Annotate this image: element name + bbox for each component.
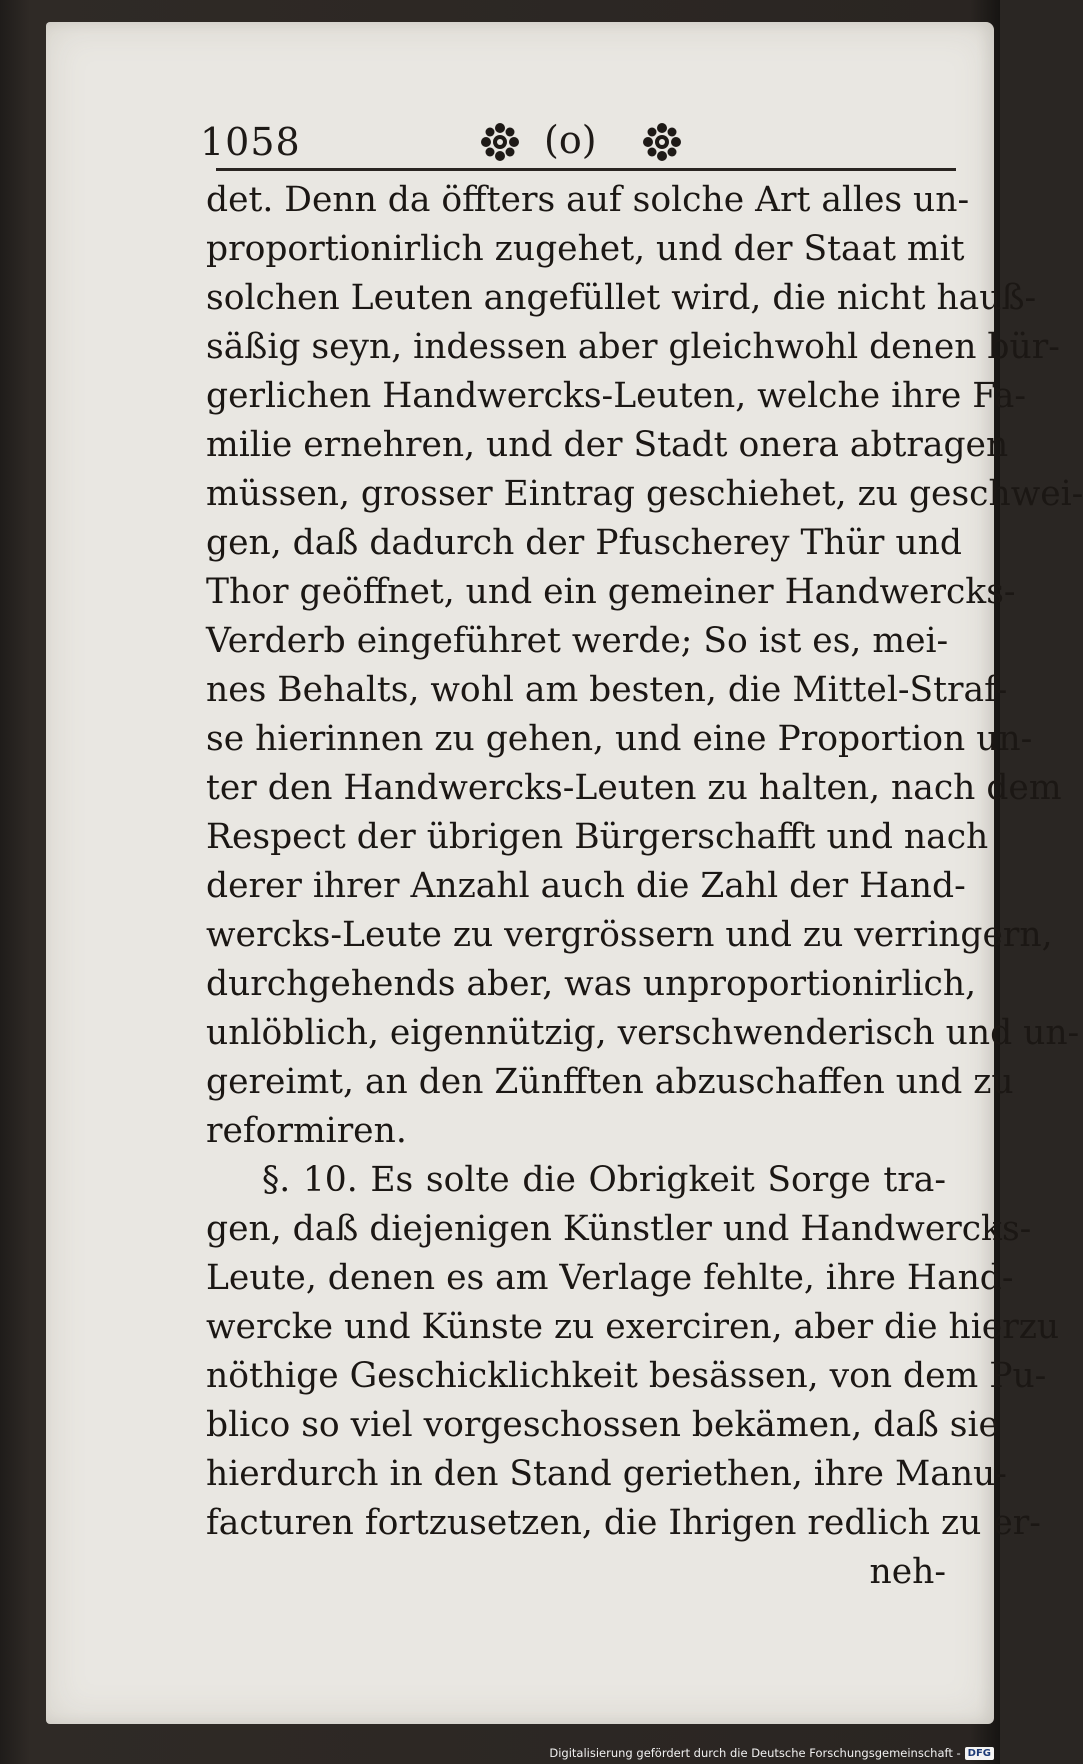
section-heading-line: §. 10. Es solte die Obrigkeit Sorge tra- bbox=[262, 1160, 946, 1200]
text-line: durchgehends aber, was unproportionirlich, bbox=[206, 964, 977, 1004]
text-line: wercke und Künste zu exerciren, aber die hierzu bbox=[206, 1307, 1060, 1347]
text-line: nöthige Geschicklichkeit besässen, von dem Pu- bbox=[206, 1356, 1047, 1396]
page-number: 1058 bbox=[200, 120, 301, 164]
text-line: derer ihrer Anzahl auch die Zahl der Hand- bbox=[206, 866, 966, 906]
dfg-logo: DFG bbox=[965, 1747, 994, 1760]
text-line: proportionirlich zugehet, und der Staat mit bbox=[206, 229, 965, 269]
text-line: nes Behalts, wohl am besten, die Mittel-Straf- bbox=[206, 670, 1008, 710]
text-line: hierdurch in den Stand geriethen, ihre Manu- bbox=[206, 1454, 1007, 1494]
text-line: wercks-Leute zu vergrössern und zu verringern, bbox=[206, 915, 1053, 955]
header-rule bbox=[216, 168, 956, 171]
text-line: gen, daß dadurch der Pfuscherey Thür und bbox=[206, 523, 962, 563]
text-line: gereimt, an den Zünfften abzuschaffen und zu bbox=[206, 1062, 1014, 1102]
ornament-flower-icon bbox=[478, 120, 522, 164]
credit-text: Digitalisierung gefördert durch die Deutsche Forschungsgemeinschaft - bbox=[549, 1746, 961, 1760]
text-line: se hierinnen zu gehen, und eine Proportion un- bbox=[206, 719, 1033, 759]
running-header bbox=[152, 112, 932, 168]
text-line: blico so viel vorgeschossen bekämen, daß sie bbox=[206, 1405, 999, 1445]
text-line: Respect der übrigen Bürgerschafft und nach bbox=[206, 817, 989, 857]
text-line: solchen Leuten angefüllet wird, die nicht hauß- bbox=[206, 278, 1037, 318]
body-text bbox=[206, 176, 1083, 1597]
text-line: facturen fortzusetzen, die Ihrigen redlich zu er- bbox=[206, 1503, 1041, 1543]
text-line: det. Denn da öffters auf solche Art alles un- bbox=[206, 180, 970, 220]
text-line: Thor geöffnet, und ein gemeiner Handwercks- bbox=[206, 572, 1016, 612]
text-line: ter den Handwercks-Leuten zu halten, nach dem bbox=[206, 768, 1062, 808]
header-mark: (o) bbox=[544, 118, 597, 162]
text-line: Leute, denen es am Verlage fehlte, ihre Hand- bbox=[206, 1258, 1014, 1298]
digitization-credit bbox=[549, 1746, 994, 1760]
text-line: müssen, grosser Eintrag geschiehet, zu geschwei- bbox=[206, 474, 1083, 514]
catchword: neh- bbox=[869, 1552, 946, 1592]
text-line: säßig seyn, indessen aber gleichwohl denen bür- bbox=[206, 327, 1060, 367]
text-line: gerlichen Handwercks-Leuten, welche ihre Fa- bbox=[206, 376, 1027, 416]
text-line: milie ernehren, und der Stadt onera abtragen bbox=[206, 425, 1009, 465]
ornament-flower-icon bbox=[640, 120, 684, 164]
text-line: reformiren. bbox=[206, 1111, 407, 1151]
text-line: gen, daß diejenigen Künstler und Handwercks- bbox=[206, 1209, 1032, 1249]
text-line: unlöblich, eigennützig, verschwenderisch und un- bbox=[206, 1013, 1080, 1053]
text-line: Verderb eingeführet werde; So ist es, mei- bbox=[206, 621, 949, 661]
